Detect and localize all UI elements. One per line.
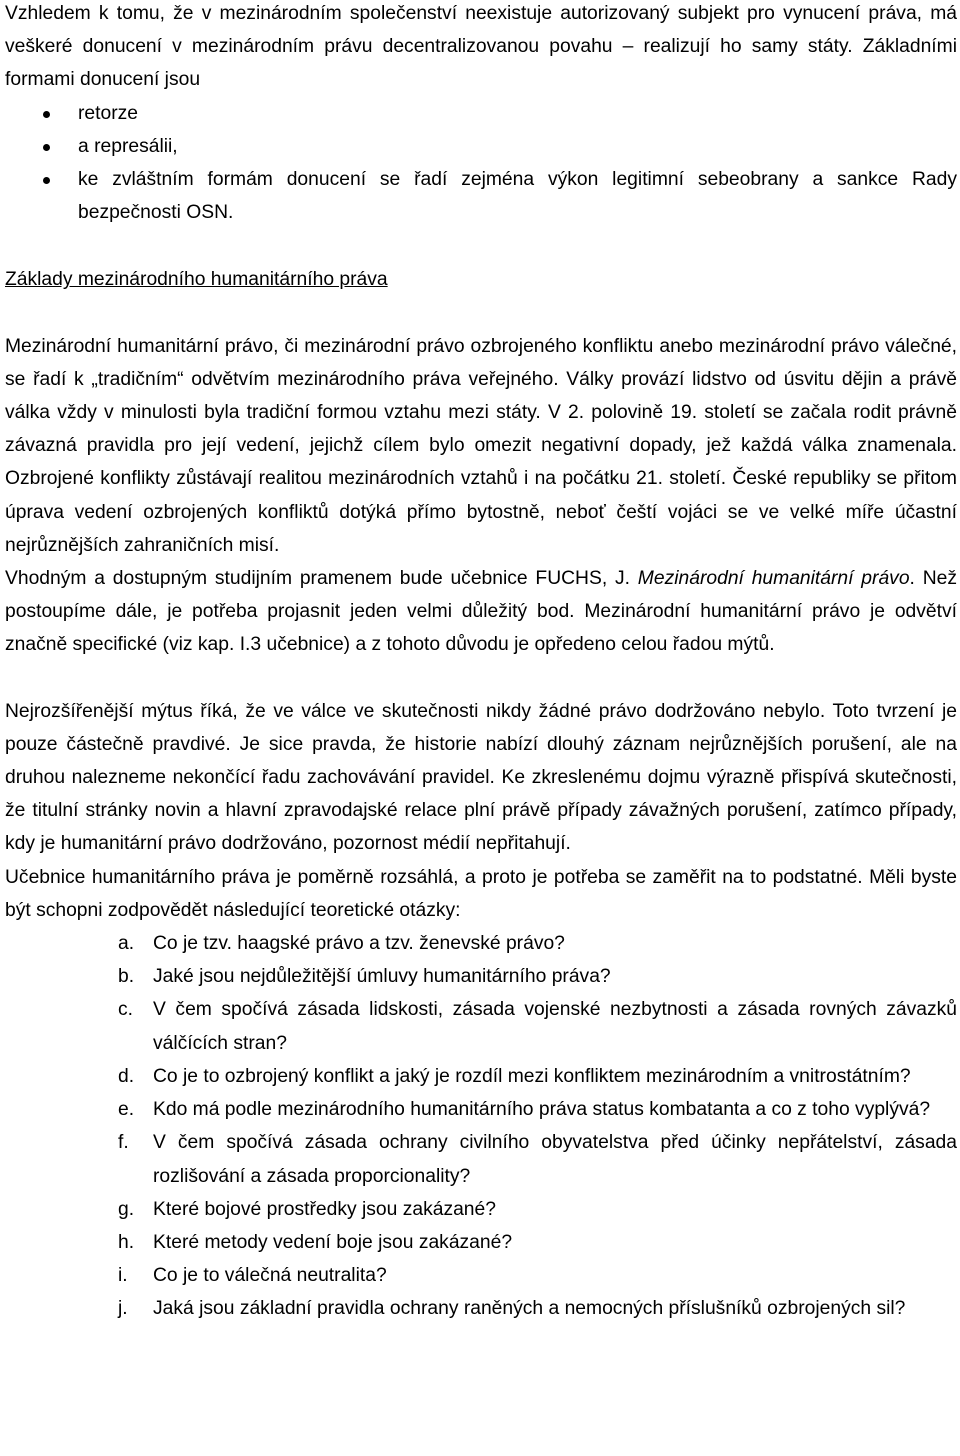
list-item-text: a represálii, xyxy=(78,135,178,157)
question-letter: f. xyxy=(118,1132,129,1154)
study-source-paragraph xyxy=(5,562,957,662)
study-source-text-cont: . Než postoupíme dále, je potřeba projasnit jeden velmi důležitý bod. Mezinárodní humanitární právo je odvětví značně specifické (viz kap. I.3 učebnice) a z tohoto důvodu je opředeno celou řadou mýtů. xyxy=(5,568,957,656)
question-item xyxy=(5,1292,957,1325)
question-letter: c. xyxy=(118,999,133,1021)
question-letter: j. xyxy=(118,1298,128,1320)
bullet-icon xyxy=(43,144,50,151)
questions-intro-paragraph: Učebnice humanitárního práva je poměrně rozsáhlá, a proto je potřeba se zaměřit na to podstatné. Měli byste být schopni zodpovědět následující teoretické otázky: xyxy=(5,866,957,921)
question-item xyxy=(5,993,957,1059)
question-letter: b. xyxy=(118,966,135,988)
intro-paragraph: Vzhledem k tomu, že v mezinárodním společenství neexistuje autorizovaný subjekt pro vynucení práva, má veškeré donucení v mezinárodním právu decentralizovanou povahu – realizují ho samy státy. Základními formami donucení jsou xyxy=(5,3,957,91)
myth-paragraph: Nejrozšířenější mýtus říká, že ve válce ve skutečnosti nikdy žádné právo dodržováno nebylo. Toto tvrzení je pouze částečně pravdivé. Je sice pravda, že historie nabízí dlouhý záznam nejrůznějších porušení, ale na druhou nalezneme nekončící řadu zachovávání pravidel. Ke zkreslenému dojmu výrazně přispívá skutečnosti, že titulní stránky novin a hlavní zpravodajské relace plní právě případy závažných porušení, zatímco případy, kdy je humanitární právo dodržováno, pozornost médií nepřitahují. xyxy=(5,700,957,855)
question-letter: g. xyxy=(118,1198,135,1220)
question-text: Co je to válečná neutralita? xyxy=(153,1265,387,1287)
question-item xyxy=(5,1093,957,1126)
theory-questions-list xyxy=(5,927,957,1325)
list-item-text: retorze xyxy=(78,102,139,124)
question-item xyxy=(5,1060,957,1093)
coercion-forms-list xyxy=(5,97,957,230)
question-item xyxy=(5,960,957,993)
question-letter: d. xyxy=(118,1065,135,1087)
question-text: Které metody vedení boje jsou zakázané? xyxy=(153,1231,513,1253)
question-text: Co je to ozbrojený konflikt a jaký je rozdíl mezi konfliktem mezinárodním a vnitrostátním? xyxy=(153,1065,911,1087)
study-source-text: Vhodným a dostupným studijním pramenem bude učebnice FUCHS, J. xyxy=(5,568,638,590)
question-letter: e. xyxy=(118,1099,135,1121)
question-letter: h. xyxy=(118,1231,135,1253)
textbook-title: Mezinárodní humanitární právo xyxy=(637,568,910,590)
question-text: Kdo má podle mezinárodního humanitárního práva status kombatanta a co z toho vyplývá? xyxy=(153,1099,931,1121)
question-letter: a. xyxy=(118,933,135,955)
question-item xyxy=(5,1226,957,1259)
question-text: Jaká jsou základní pravidla ochrany raněných a nemocných příslušníků ozbrojených sil? xyxy=(153,1298,906,1320)
list-item xyxy=(5,163,957,229)
humanitarian-law-paragraph: Mezinárodní humanitární právo, či mezinárodní právo ozbrojeného konfliktu anebo mezinárodní právo válečné, se řadí k „tradičním“ odvětvím mezinárodního práva veřejného. Války provází lidstvo od úsvitu dějin a právě válka vždy v minulosti byla tradiční formou vztahu mezi státy. V 2. polovině 19. století se začala rodit právně závazná pravidla pro její vedení, jejichž cílem bylo omezit negativní dopady, jež každá válka znamenala. Ozbrojené konflikty zůstávají realitou mezinárodních vztahů i na počátku 21. století. České republiky se přitom úprava vedení ozbrojených konfliktů dotýká přímo bytostně, neboť čeští vojáci se ve velké míře účastní nejrůznějších zahraničních misí. xyxy=(5,335,957,556)
list-item xyxy=(5,97,957,130)
question-item xyxy=(5,1259,957,1292)
question-text: V čem spočívá zásada lidskosti, zásada vojenské nezbytnosti a zásada rovných závazků válčících stran? xyxy=(153,999,957,1054)
question-text: Co je tzv. haagské právo a tzv. ženevské právo? xyxy=(153,933,565,955)
question-item xyxy=(5,1126,957,1192)
question-item xyxy=(5,1193,957,1226)
question-item xyxy=(5,927,957,960)
question-text: Jaké jsou nejdůležitější úmluvy humanitárního práva? xyxy=(153,966,611,988)
question-text: V čem spočívá zásada ochrany civilního obyvatelstva před účinky nepřátelství, zásada rozlišování a zásada proporcionality? xyxy=(153,1132,957,1187)
question-text: Které bojové prostředky jsou zakázané? xyxy=(153,1198,496,1220)
list-item xyxy=(5,130,957,163)
question-letter: i. xyxy=(118,1265,128,1287)
bullet-icon xyxy=(43,111,50,118)
bullet-icon xyxy=(43,177,50,184)
list-item-text: ke zvláštním formám donucení se řadí zejména výkon legitimní sebeobrany a sankce Rady bezpečnosti OSN. xyxy=(78,169,957,224)
section-heading: Základy mezinárodního humanitárního práva xyxy=(5,269,388,291)
